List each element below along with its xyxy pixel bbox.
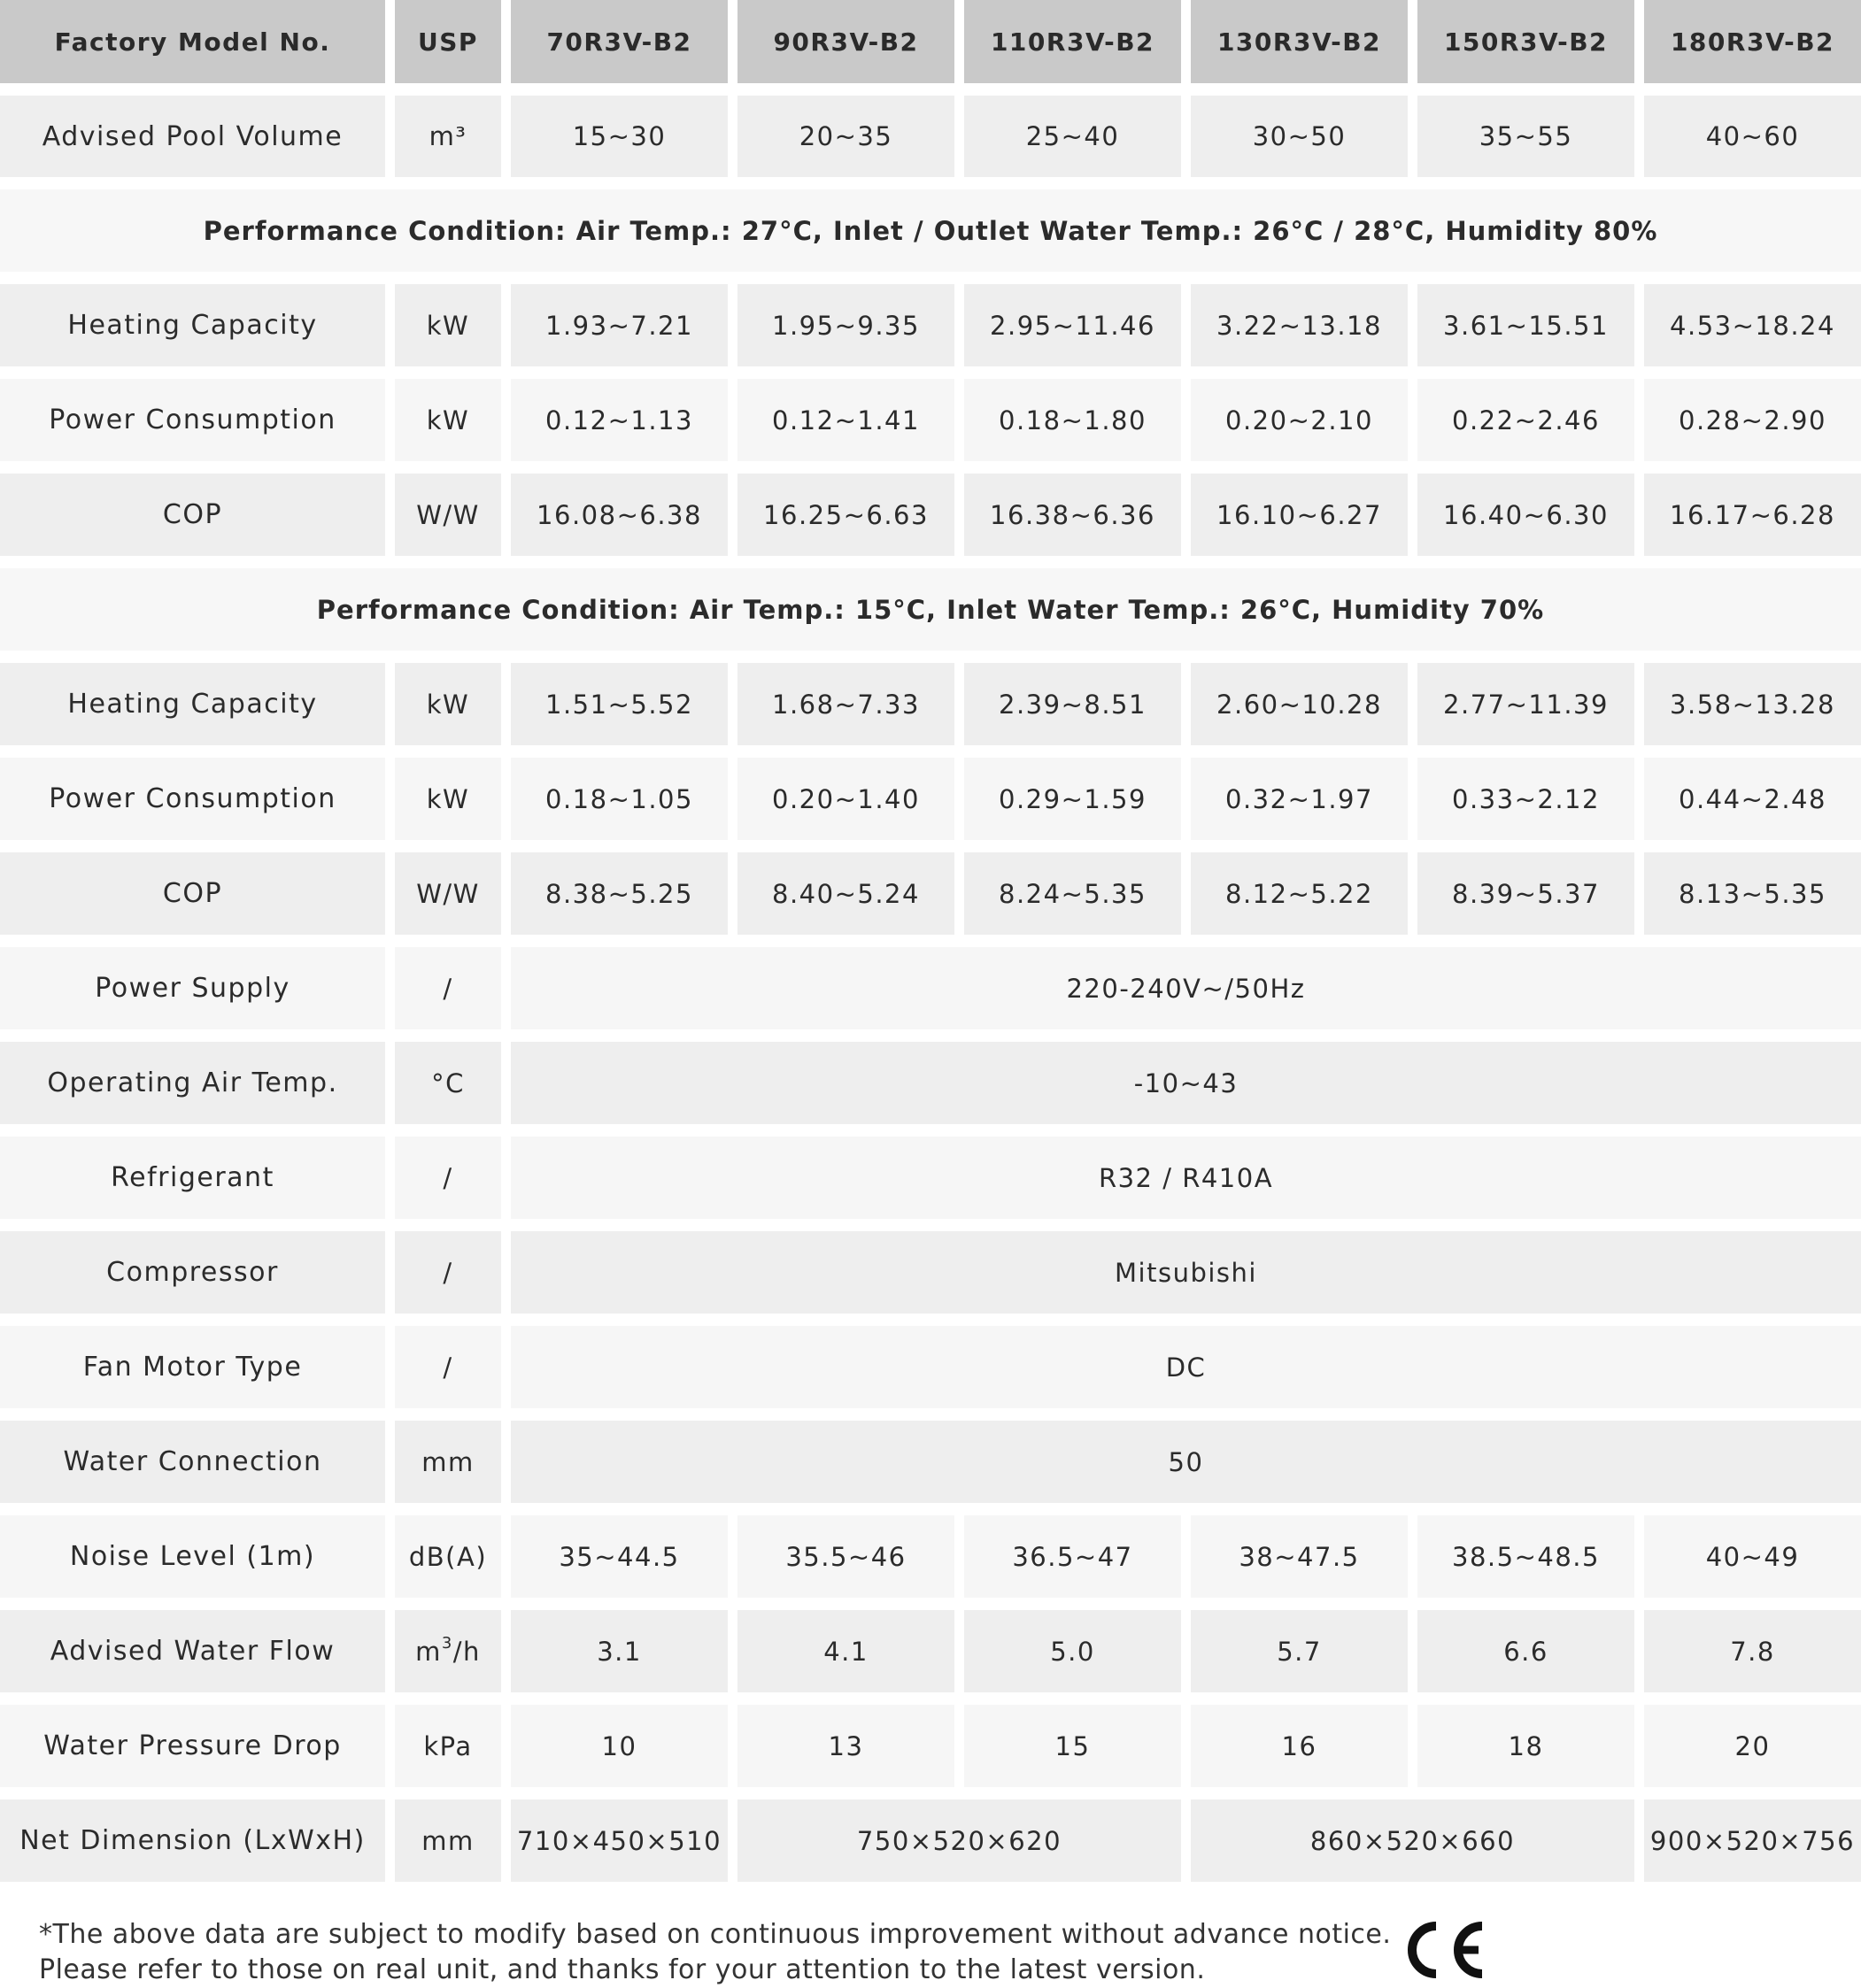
cell-value: 30~50	[1191, 96, 1417, 189]
row-unit: kW	[395, 663, 511, 758]
row-label: Refrigerant	[0, 1137, 395, 1231]
cell-value: 20~35	[737, 96, 964, 189]
cell-value: 2.77~11.39	[1417, 663, 1644, 758]
row-label: COP	[0, 474, 395, 568]
header-unit: USP	[395, 0, 511, 96]
unit-superscript: 3	[441, 1633, 453, 1653]
cell-value: 1.95~9.35	[737, 284, 964, 379]
row-unit	[395, 1610, 511, 1705]
table-row	[0, 663, 1861, 758]
model-header: 150R3V-B2	[1417, 0, 1644, 96]
cell-value: 8.24~5.35	[964, 852, 1191, 947]
table-row	[0, 1042, 1861, 1137]
row-unit: °C	[395, 1042, 511, 1137]
row-unit: W/W	[395, 852, 511, 947]
cell-value: 4.53~18.24	[1644, 284, 1861, 379]
row-unit: kPa	[395, 1705, 511, 1799]
cell-value: 2.60~10.28	[1191, 663, 1417, 758]
cell-value: 0.29~1.59	[964, 758, 1191, 852]
condition-row	[0, 189, 1861, 284]
row-unit: mm	[395, 1799, 511, 1894]
row-unit: /	[395, 1137, 511, 1231]
row-label: Power Supply	[0, 947, 395, 1042]
condition-row	[0, 568, 1861, 663]
cell-value: 5.7	[1191, 1610, 1417, 1705]
row-label: Power Consumption	[0, 379, 395, 474]
cell-value: 35~55	[1417, 96, 1644, 189]
cell-value: 35~44.5	[511, 1515, 737, 1610]
cell-value: 10	[511, 1705, 737, 1799]
table-row	[0, 758, 1861, 852]
ce-mark-icon	[1399, 1921, 1486, 1979]
cell-value: 40~60	[1644, 96, 1861, 189]
cell-value: 0.44~2.48	[1644, 758, 1861, 852]
cell-value: 0.33~2.12	[1417, 758, 1644, 852]
cell-value: 0.32~1.97	[1191, 758, 1417, 852]
row-label: Advised Pool Volume	[0, 96, 395, 189]
row-unit: /	[395, 1231, 511, 1326]
row-unit: kW	[395, 284, 511, 379]
row-unit: /	[395, 1326, 511, 1421]
header-row	[0, 0, 1861, 96]
row-unit: kW	[395, 379, 511, 474]
model-header: 130R3V-B2	[1191, 0, 1417, 96]
cell-value: 2.95~11.46	[964, 284, 1191, 379]
row-label: Compressor	[0, 1231, 395, 1326]
table-row	[0, 1705, 1861, 1799]
row-label: COP	[0, 852, 395, 947]
footnote-line: *The above data are subject to modify based on continuous improvement without advance notice.	[39, 1919, 1392, 1950]
row-label: Heating Capacity	[0, 284, 395, 379]
cell-value: 3.58~13.28	[1644, 663, 1861, 758]
cell-value: 0.20~1.40	[737, 758, 964, 852]
cell-value: 13	[737, 1705, 964, 1799]
model-header: 180R3V-B2	[1644, 0, 1861, 96]
cell-value: 38~47.5	[1191, 1515, 1417, 1610]
cell-value: 15	[964, 1705, 1191, 1799]
cell-value: 18	[1417, 1705, 1644, 1799]
cell-value: 2.39~8.51	[964, 663, 1191, 758]
header-label: Factory Model No.	[0, 0, 395, 96]
cell-value: 40~49	[1644, 1515, 1861, 1610]
cell-value: 0.28~2.90	[1644, 379, 1861, 474]
cell-value: 7.8	[1644, 1610, 1861, 1705]
cell-value: 1.51~5.52	[511, 663, 737, 758]
row-label: Water Pressure Drop	[0, 1705, 395, 1799]
row-label: Fan Motor Type	[0, 1326, 395, 1421]
row-unit: mm	[395, 1421, 511, 1515]
condition-text: Performance Condition: Air Temp.: 15°C, Inlet Water Temp.: 26°C, Humidity 70%	[0, 568, 1861, 663]
row-unit: kW	[395, 758, 511, 852]
unit-tail: /h	[452, 1636, 481, 1667]
cell-value: 36.5~47	[964, 1515, 1191, 1610]
row-label: Power Consumption	[0, 758, 395, 852]
cell-value: 3.22~13.18	[1191, 284, 1417, 379]
cell-value: 8.38~5.25	[511, 852, 737, 947]
table-row	[0, 1610, 1861, 1705]
cell-value-shared: 50	[511, 1421, 1861, 1515]
cell-value-shared: Mitsubishi	[511, 1231, 1861, 1326]
model-header: 70R3V-B2	[511, 0, 737, 96]
cell-value: 16	[1191, 1705, 1417, 1799]
cell-value: 15~30	[511, 96, 737, 189]
cell-value: 8.12~5.22	[1191, 852, 1417, 947]
table-row	[0, 474, 1861, 568]
cell-value: 710×450×510	[511, 1799, 737, 1894]
table-row	[0, 1326, 1861, 1421]
cell-value: 25~40	[964, 96, 1191, 189]
cell-value: 35.5~46	[737, 1515, 964, 1610]
cell-value: 0.18~1.05	[511, 758, 737, 852]
cell-value-shared: R32 / R410A	[511, 1137, 1861, 1231]
table-row	[0, 284, 1861, 379]
cell-value: 6.6	[1417, 1610, 1644, 1705]
row-label: Advised Water Flow	[0, 1610, 395, 1705]
cell-value: 0.22~2.46	[1417, 379, 1644, 474]
row-unit: /	[395, 947, 511, 1042]
cell-value: 0.18~1.80	[964, 379, 1191, 474]
row-label: Net Dimension (LxWxH)	[0, 1799, 395, 1894]
cell-value: 3.1	[511, 1610, 737, 1705]
cell-value-shared: -10~43	[511, 1042, 1861, 1137]
row-label: Noise Level (1m)	[0, 1515, 395, 1610]
table-row	[0, 852, 1861, 947]
cell-value: 16.10~6.27	[1191, 474, 1417, 568]
footnote	[39, 1917, 1391, 1988]
table-row	[0, 1231, 1861, 1326]
table-row	[0, 96, 1861, 189]
row-label: Water Connection	[0, 1421, 395, 1515]
cell-value: 16.25~6.63	[737, 474, 964, 568]
table-row	[0, 947, 1861, 1042]
cell-value: 1.93~7.21	[511, 284, 737, 379]
model-header: 110R3V-B2	[964, 0, 1191, 96]
cell-value-shared: DC	[511, 1326, 1861, 1421]
cell-value: 0.12~1.41	[737, 379, 964, 474]
row-label: Heating Capacity	[0, 663, 395, 758]
table-row	[0, 1515, 1861, 1610]
cell-value: 3.61~15.51	[1417, 284, 1644, 379]
cell-value: 0.20~2.10	[1191, 379, 1417, 474]
cell-value: 5.0	[964, 1610, 1191, 1705]
cell-value: 16.08~6.38	[511, 474, 737, 568]
cell-value: 4.1	[737, 1610, 964, 1705]
cell-value: 8.39~5.37	[1417, 852, 1644, 947]
cell-value: 900×520×756	[1644, 1799, 1861, 1894]
cell-value: 8.13~5.35	[1644, 852, 1861, 947]
row-unit: W/W	[395, 474, 511, 568]
cell-value: 750×520×620	[737, 1799, 1191, 1894]
table-row	[0, 1799, 1861, 1894]
table-row	[0, 1421, 1861, 1515]
row-label: Operating Air Temp.	[0, 1042, 395, 1137]
cell-value: 16.38~6.36	[964, 474, 1191, 568]
cell-value: 38.5~48.5	[1417, 1515, 1644, 1610]
cell-value-shared: 220-240V~/50Hz	[511, 947, 1861, 1042]
table-row	[0, 379, 1861, 474]
model-header: 90R3V-B2	[737, 0, 964, 96]
cell-value: 16.40~6.30	[1417, 474, 1644, 568]
cell-value: 860×520×660	[1191, 1799, 1644, 1894]
cell-value: 16.17~6.28	[1644, 474, 1861, 568]
footnote-line: Please refer to those on real unit, and thanks for your attention to the latest version.	[39, 1954, 1206, 1985]
table-row	[0, 1137, 1861, 1231]
unit-base: m	[415, 1636, 442, 1667]
row-unit: dB(A)	[395, 1515, 511, 1610]
condition-text: Performance Condition: Air Temp.: 27°C, Inlet / Outlet Water Temp.: 26°C / 28°C, Humidity 80%	[0, 189, 1861, 284]
cell-value: 1.68~7.33	[737, 663, 964, 758]
cell-value: 0.12~1.13	[511, 379, 737, 474]
row-unit: m³	[395, 96, 511, 189]
cell-value: 20	[1644, 1705, 1861, 1799]
cell-value: 8.40~5.24	[737, 852, 964, 947]
